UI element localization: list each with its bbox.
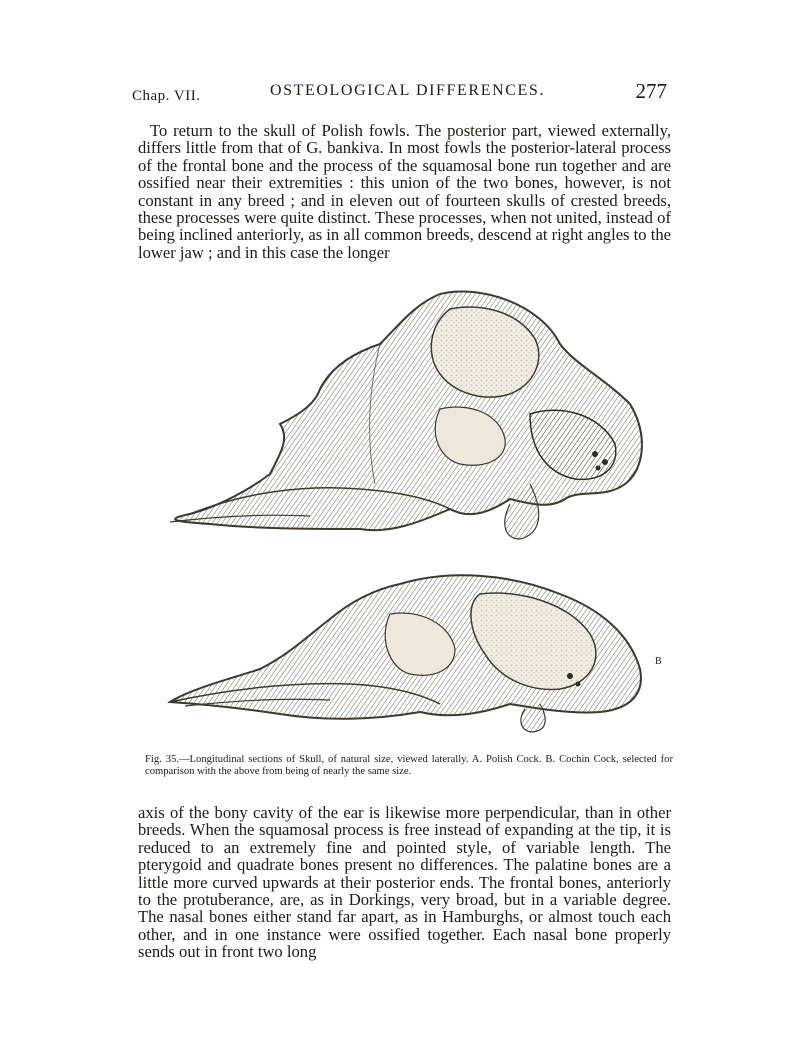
skull-a-polish-cock bbox=[170, 291, 642, 539]
paragraph-text: To return to the skull of Polish fowls. The posterior part, viewed externally, differs little from that of G. bankiva. In most fowls the posterior-lateral process of the frontal bone and the process of the squamosal bone run together and are ossified near their extremities : this union of the two bones, however, is not constant in any breed ; and in eleven out of fourteen skulls of crested breeds, these processes were quite distinct. These processes, when not united, instead of being inclined anteriorly, as in all common breeds, descend at right angles to the lower jaw ; and in this case the longer bbox=[138, 121, 671, 262]
chapter-label: Chap. VII. bbox=[132, 88, 201, 104]
running-title: OSTEOLOGICAL DIFFERENCES. bbox=[270, 82, 545, 99]
paragraph-text: axis of the bony cavity of the ear is likewise more perpendicular, than in other breeds. When the squamosal process is free instead of expanding at the tip, it is reduced to an extremely fine and pointed style, of variable length. The pterygoid and quadrate bones present no differences. The palatine bones are a little more curved upwards at their posterior ends. The frontal bones, anteriorly to the protuberance, are, as in Dorkings, very broad, but in a variable degree. The nasal bones either stand far apart, as in Hamburghs, or almost touch each other, and in one instance were ossified together. Each nasal bone properly sends out in front two long bbox=[138, 803, 671, 962]
body-paragraph-top bbox=[138, 122, 671, 261]
figure-label-b: B bbox=[655, 656, 662, 667]
skull-sections-illustration bbox=[150, 284, 650, 734]
running-head bbox=[132, 79, 667, 112]
body-paragraph-bottom bbox=[138, 804, 671, 961]
figure-caption: Fig. 35.—Longitudinal sections of Skull, of natural size, viewed laterally. A. Polish Cock. B. Cochin Cock, selected for comparison with the above from being of nearly the same size. bbox=[145, 754, 673, 777]
page-number: 277 bbox=[635, 79, 667, 103]
skull-b-cochin-cock bbox=[170, 575, 641, 732]
